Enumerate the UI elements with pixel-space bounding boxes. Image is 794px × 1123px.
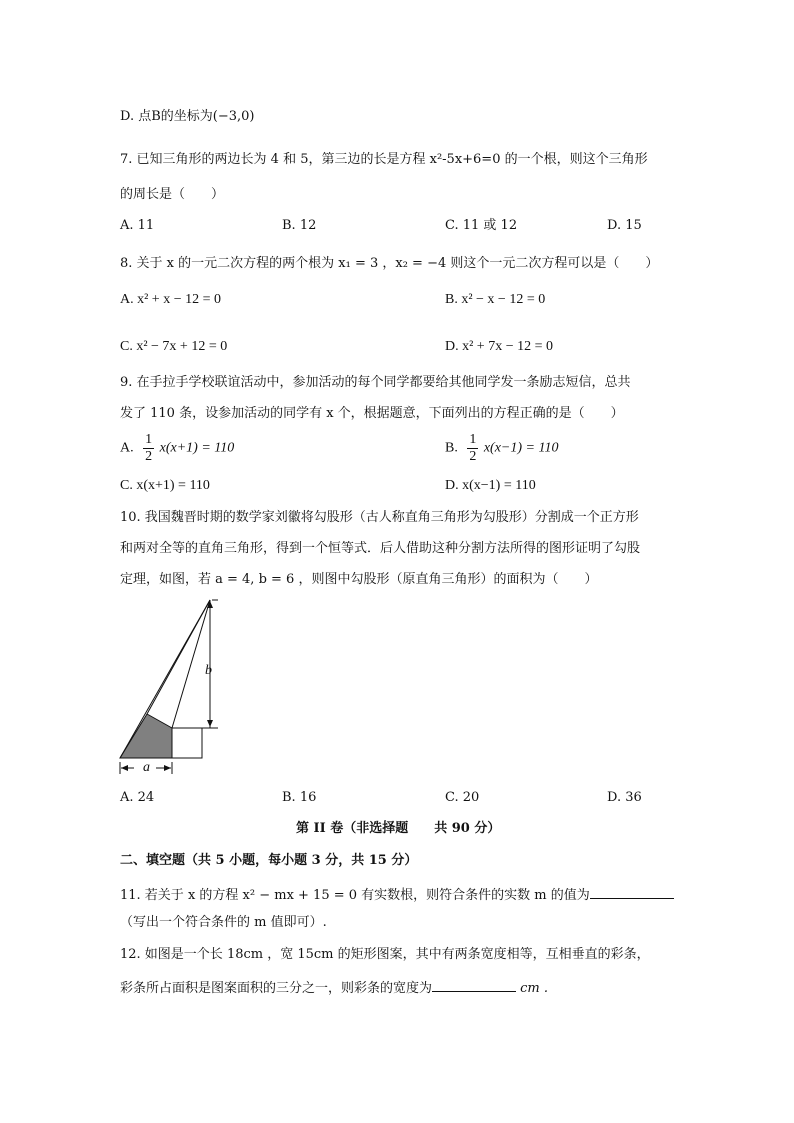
q9-option-c: C. x(x+1) = 110 — [120, 478, 210, 493]
q10-stem-line3: 定理，如图，若 a = 4, b = 6 ，则图中勾股形（原直角三角形）的面积为（ ） — [120, 572, 598, 587]
q10-stem-line2: 和两对全等的直角三角形，得到一个恒等式．后人借助这种分割方法所得的图形证明了勾股 — [120, 541, 641, 556]
q7-option-a: A. 11 — [120, 218, 155, 233]
q10-option-b: B. 16 — [282, 790, 317, 805]
q9-option-b-expr: x(x−1) = 110 — [483, 440, 559, 456]
q12-stem-line2 — [120, 977, 548, 998]
section-title: 第 II 卷（非选择题 共 90 分） — [296, 821, 501, 836]
q9-option-a-fraction — [143, 432, 154, 465]
inner-square — [172, 728, 202, 758]
a-arrow-right — [164, 765, 171, 771]
fraction-denominator: 2 — [469, 449, 477, 464]
q7-stem-line1: 7. 已知三角形的两边长为 4 和 5，第三边的长是方程 x²-5x+6=0 的一个根，则这个三角形 — [120, 152, 648, 167]
q12-answer-blank[interactable] — [432, 977, 516, 992]
q12-stem-line1: 12. 如图是一个长 18cm ，宽 15cm 的矩形图案，其中有两条宽度相等，互相垂直的彩条， — [120, 947, 650, 962]
q7-option-c: C. 11 或 12 — [445, 218, 518, 233]
q9-stem-line1: 9. 在手拉手学校联谊活动中，参加活动的每个同学都要给其他同学发一条励志短信，总共 — [120, 375, 631, 390]
q11-answer-blank[interactable] — [590, 884, 674, 899]
inner-line-1 — [147, 600, 210, 714]
q8-stem: 8. 关于 x 的一元二次方程的两个根为 x₁ = 3 ，x₂ = −4 则这个一元二次方程可以是（ ） — [120, 256, 659, 271]
q7-option-d: D. 15 — [607, 218, 642, 233]
q10-label-b: b — [205, 663, 212, 678]
q10-geometry-figure — [112, 592, 232, 782]
q10-option-c: C. 20 — [445, 790, 480, 805]
q11-stem-line1 — [120, 884, 674, 905]
part2-heading: 二、填空题（共 5 小题，每小题 3 分，共 15 分） — [120, 853, 418, 868]
q9-option-d: D. x(x−1) = 110 — [445, 478, 536, 493]
shaded-triangle — [120, 714, 172, 758]
q9-stem-line2: 发了 110 条，设参加活动的同学有 x 个，根据题意，下面列出的方程正确的是（ ） — [120, 406, 624, 421]
fraction-numerator: 1 — [469, 432, 477, 447]
q6-option-d: D. 点B的坐标为(−3,0) — [120, 109, 255, 124]
q10-option-d: D. 36 — [607, 790, 642, 805]
q10-option-a: A. 24 — [120, 790, 155, 805]
q8-option-d: D. x² + 7x − 12 = 0 — [445, 339, 553, 354]
q9-option-b — [445, 432, 558, 465]
q11-stem-text: 11. 若关于 x 的方程 x² − mx + 15 = 0 有实数根，则符合条件的实数 m 的值为 — [120, 888, 590, 903]
q12-stem-text: 彩条所占面积是图案面积的三分之一，则彩条的宽度为 — [120, 981, 433, 996]
q7-stem-line2: 的周长是（ ） — [120, 187, 225, 202]
b-arrow-bottom — [207, 720, 213, 727]
fraction-numerator: 1 — [145, 432, 153, 447]
q10-stem-line1: 10. 我国魏晋时期的数学家刘徽将勾股形（古人称直角三角形为勾股形）分割成一个正方形 — [120, 510, 639, 525]
q8-option-b: B. x² − x − 12 = 0 — [445, 292, 546, 307]
q9-option-a — [120, 432, 234, 465]
q11-stem-line2: （写出一个符合条件的 m 值即可）. — [120, 915, 327, 930]
q9-option-b-fraction — [467, 432, 478, 465]
q9-option-a-label: A. — [120, 440, 134, 456]
fraction-denominator: 2 — [145, 449, 153, 464]
q7-option-b: B. 12 — [282, 218, 317, 233]
q12-unit: cm . — [520, 981, 549, 996]
q10-label-a: a — [143, 760, 150, 775]
q8-option-c: C. x² − 7x + 12 = 0 — [120, 339, 228, 354]
q9-option-b-label: B. — [445, 440, 458, 456]
q9-option-a-expr: x(x+1) = 110 — [159, 440, 235, 456]
a-arrow-left — [121, 765, 128, 771]
q8-option-a: A. x² + x − 12 = 0 — [120, 292, 221, 307]
